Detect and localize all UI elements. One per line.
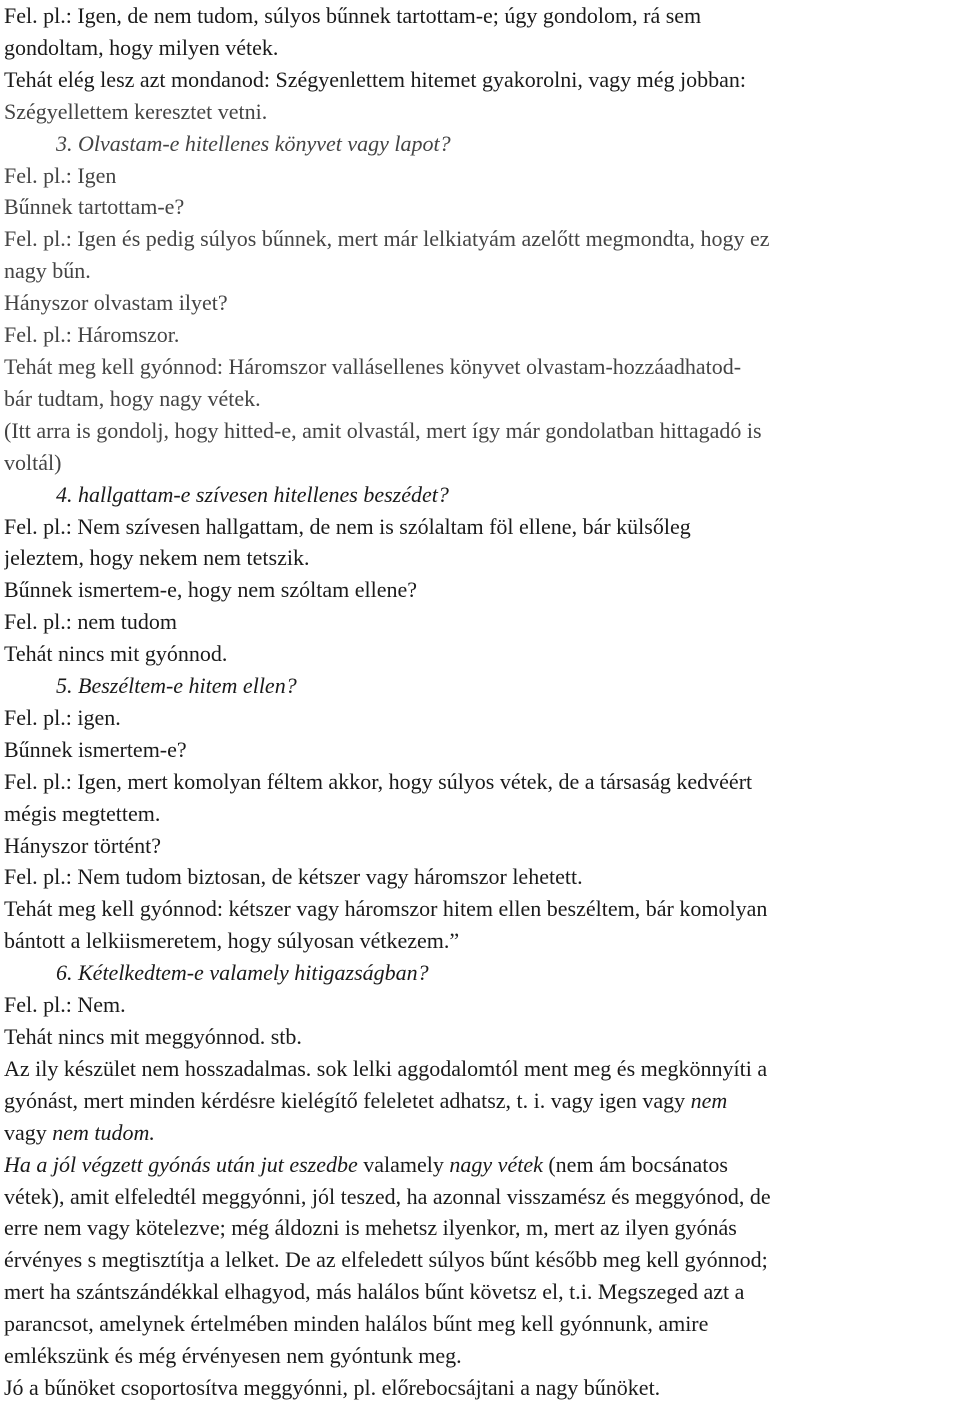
text-line bbox=[4, 574, 956, 606]
text-segment: Jó a bűnöket csoportosítva meggyónni, pl. előrebocsájtani a nagy bűnöket. bbox=[4, 1374, 661, 1400]
text-segment: mégis megtettem. bbox=[4, 800, 161, 826]
text-line bbox=[4, 861, 956, 893]
text-segment: vagy bbox=[4, 1119, 53, 1145]
text-line bbox=[4, 479, 956, 511]
text-segment: érvényes s megtisztítja a lelket. De az elfeledett súlyos bűnt később meg kell gyónnod; bbox=[4, 1247, 768, 1273]
text-line bbox=[4, 1085, 956, 1117]
text-line bbox=[4, 223, 956, 255]
text-line bbox=[4, 255, 956, 287]
text-segment: Tehát elég lesz azt mondanod: Szégyenlettem hitemet gyakorolni, vagy még jobban: bbox=[4, 66, 746, 92]
text-segment: Az ily készület nem hosszadalmas. sok lelki aggodalomtól ment meg és megkönnyíti a bbox=[4, 1055, 768, 1081]
text-segment: Tehát meg kell gyónnod: kétszer vagy háromszor hitem ellen beszéltem, bár komolyan bbox=[4, 896, 768, 922]
text-segment: Tehát nincs mit meggyónnod. stb. bbox=[4, 1024, 302, 1049]
text-line bbox=[4, 1244, 956, 1276]
text-segment: jeleztem, hogy nekem nem tetszik. bbox=[4, 545, 310, 571]
text-segment: parancsot, amelynek értelmében minden halálos bűnt meg kell gyónnunk, amire bbox=[4, 1311, 709, 1337]
text-line bbox=[4, 64, 956, 96]
text-line bbox=[4, 1212, 956, 1244]
text-segment: Fel. pl.: Nem tudom biztosan, de kétszer vagy háromszor lehetett. bbox=[4, 864, 583, 890]
text-line bbox=[4, 96, 956, 128]
text-segment: vétek), amit elfeledtél meggyónni, jól teszed, ha azonnal visszamész és meggyónod, de bbox=[4, 1183, 771, 1209]
text-line bbox=[4, 1117, 956, 1149]
text-line bbox=[4, 702, 956, 734]
text-segment: Fel. pl.: Háromszor. bbox=[4, 322, 180, 348]
text-line bbox=[4, 287, 956, 319]
text-line bbox=[4, 957, 956, 989]
text-segment: 5. Beszéltem-e hitem ellen? bbox=[56, 673, 297, 699]
text-line bbox=[4, 766, 956, 798]
text-line bbox=[4, 670, 956, 702]
text-segment: 4. hallgattam-e szívesen hitellenes beszédet? bbox=[56, 481, 449, 507]
text-segment: Hányszor történt? bbox=[4, 832, 161, 858]
text-segment: gondoltam, hogy milyen vétek. bbox=[4, 34, 279, 60]
text-line bbox=[4, 893, 956, 925]
text-line bbox=[4, 415, 956, 447]
text-segment: voltál) bbox=[4, 449, 62, 475]
text-line bbox=[4, 351, 956, 383]
text-segment: Hányszor olvastam ilyet? bbox=[4, 290, 228, 316]
text-segment: Fel. pl.: Igen, mert komolyan féltem akkor, hogy súlyos vétek, de a társaság kedvéért bbox=[4, 768, 753, 794]
text-line bbox=[4, 798, 956, 830]
text-segment: Tehát meg kell gyónnod: Háromszor vallásellenes könyvet olvastam-hozzáadhatod- bbox=[4, 353, 742, 379]
text-line bbox=[4, 191, 956, 223]
text-segment: erre nem vagy kötelezve; még áldozni is mehetsz ilyenkor, m, mert az ilyen gyónás bbox=[4, 1215, 737, 1241]
text-line bbox=[4, 1053, 956, 1085]
text-segment: Bűnnek tartottam-e? bbox=[4, 194, 185, 220]
text-segment: nem bbox=[690, 1087, 728, 1113]
text-line bbox=[4, 1340, 956, 1372]
text-line bbox=[4, 925, 956, 957]
text-line bbox=[4, 447, 956, 479]
text-segment: Fel. pl.: Nem szívesen hallgattam, de nem is szólaltam föl ellene, bár külsőleg bbox=[4, 513, 691, 539]
text-segment: Fel. pl.: Igen bbox=[4, 162, 117, 188]
text-line bbox=[4, 319, 956, 351]
text-segment: Ha a jól végzett gyónás után jut eszedbe bbox=[4, 1151, 358, 1177]
text-segment: Bűnnek ismertem-e, hogy nem szóltam ellene? bbox=[4, 577, 417, 603]
text-segment: Fel. pl.: Igen, de nem tudom, súlyos bűnnek tartottam-e; úgy gondolom, rá sem bbox=[4, 3, 702, 28]
text-segment: Bűnnek ismertem-e? bbox=[4, 736, 187, 762]
text-line bbox=[4, 830, 956, 862]
text-line bbox=[4, 1181, 956, 1213]
text-segment: Fel. pl.: nem tudom bbox=[4, 609, 177, 635]
text-line bbox=[4, 1021, 956, 1053]
text-segment: Fel. pl.: Nem. bbox=[4, 992, 126, 1018]
text-segment: bár tudtam, hogy nagy vétek. bbox=[4, 385, 261, 411]
text-segment: (Itt arra is gondolj, hogy hitted-e, amit olvastál, mert így már gondolatban hittagadó is bbox=[4, 417, 762, 443]
text-segment: nagy vétek bbox=[449, 1151, 543, 1177]
text-segment: Szégyellettem keresztet vetni. bbox=[4, 98, 268, 124]
text-segment: 6. Kételkedtem-e valamely hitigazságban? bbox=[56, 960, 429, 986]
text-line bbox=[4, 383, 956, 415]
text-line bbox=[4, 1372, 956, 1404]
text-line bbox=[4, 1308, 956, 1340]
text-segment: 3. Olvastam-e hitellenes könyvet vagy lapot? bbox=[56, 130, 451, 156]
text-segment: bántott a lelkiismeretem, hogy súlyosan vétkezem.” bbox=[4, 928, 460, 954]
text-segment: emlékszünk és még érvényesen nem gyóntunk meg. bbox=[4, 1343, 462, 1369]
text-line bbox=[4, 542, 956, 574]
text-segment: (nem ám bocsánatos bbox=[542, 1151, 728, 1177]
text-segment: nem tudom. bbox=[52, 1119, 155, 1145]
text-line bbox=[4, 160, 956, 192]
text-line bbox=[4, 32, 956, 64]
text-line bbox=[4, 606, 956, 638]
text-line bbox=[4, 989, 956, 1021]
text-segment: Tehát nincs mit gyónnod. bbox=[4, 641, 228, 667]
text-segment: valamely bbox=[357, 1151, 450, 1177]
text-line bbox=[4, 734, 956, 766]
text-segment: Fel. pl.: igen. bbox=[4, 704, 121, 730]
text-line bbox=[4, 1149, 956, 1181]
text-segment: mert ha szántszándékkal elhagyod, más halálos bűnt követsz el, t.i. Megszeged azt a bbox=[4, 1279, 745, 1305]
text-line bbox=[4, 511, 956, 543]
text-segment: Fel. pl.: Igen és pedig súlyos bűnnek, mert már lelkiatyám azelőtt megmondta, hogy ez bbox=[4, 226, 770, 252]
text-segment: nagy bűn. bbox=[4, 258, 91, 284]
text-line bbox=[4, 128, 956, 160]
text-line bbox=[4, 1276, 956, 1308]
text-segment: gyónást, mert minden kérdésre kielégítő feleletet adhatsz, t. i. vagy igen vagy bbox=[4, 1087, 691, 1113]
text-line bbox=[4, 0, 956, 32]
text-line bbox=[4, 638, 956, 670]
